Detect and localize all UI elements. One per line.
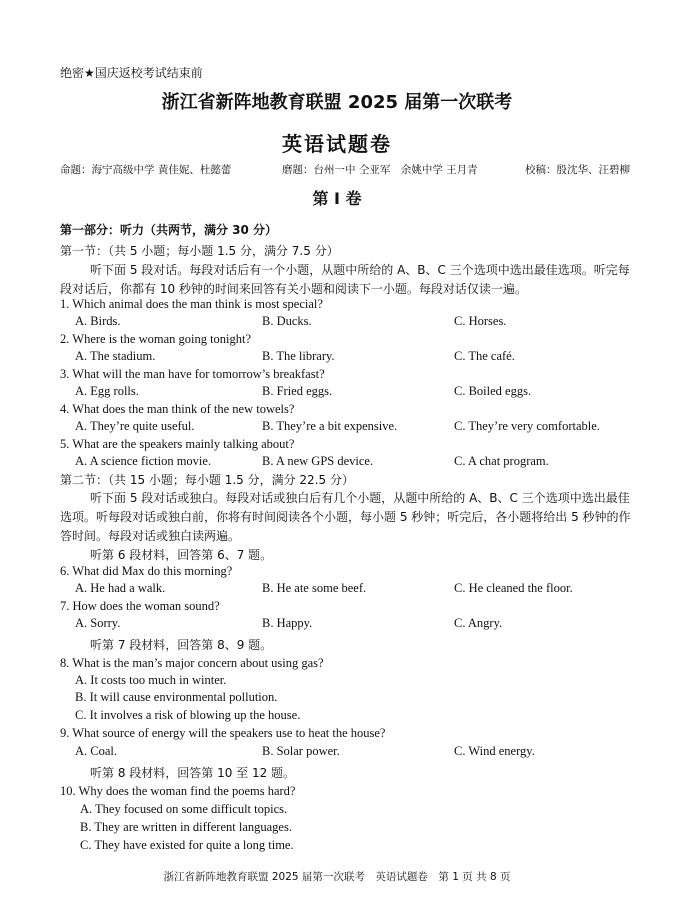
question-5: 5. What are the speakers mainly talking about? [60,437,295,451]
option-7b: B. Happy. [262,616,313,630]
option-8a: A. It costs too much in winter. [75,673,227,687]
option-8b: B. It will cause environmental pollution. [75,690,278,704]
credits-polish: 磨题：台州一中 仝亚军 余姚中学 王月青 [282,164,478,176]
option-10c: C. They have existed for quite a long time. [80,838,294,852]
question-3: 3. What will the man have for tomorrow’s breakfast? [60,367,325,381]
section1-title: 第一节：（共 5 小题；每小题 1.5 分，满分 7.5 分） [60,244,339,258]
option-9c: C. Wind energy. [454,744,535,758]
credits-review: 校稿：殷沈华、汪碧柳 [525,164,630,176]
option-6a: A. He had a walk. [75,581,166,595]
question-1: 1. Which animal does the man think is most special? [60,297,323,311]
section2-title: 第二节：（共 15 小题；每小题 1.5 分，满分 22.5 分） [60,473,354,487]
question-4: 4. What does the man think of the new towels? [60,402,295,416]
option-1c: C. Horses. [454,314,507,328]
paper-subtitle: 英语试题卷 [282,132,392,156]
confidential-notice: 绝密★国庆返校考试结束前 [60,66,203,80]
option-8c: C. It involves a risk of blowing up the house. [75,708,301,722]
option-5b: B. A new GPS device. [262,454,374,468]
option-6b: B. He ate some beef. [262,581,367,595]
option-4a: A. They’re quite useful. [75,419,195,433]
option-6c: C. He cleaned the floor. [454,581,573,595]
option-1a: A. Birds. [75,314,121,328]
section1-instructions: 听下面 5 段对话。每段对话后有一个小题，从题中所给的 A、B、C 三个选项中选出最佳选项。听完每段对话后，你都有 10 秒钟的时间来回答有关小题和阅读下一小题。每段对话仅读一遍。 [60,263,630,296]
option-5a: A. A science fiction movie. [75,454,212,468]
section2-instructions: 听下面 5 段对话或独白。每段对话或独白后有几个小题，从题中所给的 A、B、C 三个选项中选出最佳选项。听每段对话或独白前，你将有时间阅读各个小题，每小题 5 秒钟；听完后，各小题将给出 5 秒钟的作答时间。每段对话或独白读两遍。 [60,491,631,543]
option-4b: B. They’re a bit expensive. [262,419,398,433]
credits-proposition: 命题：海宁高级中学 黄佳妮、杜懿蕾 [60,164,232,176]
option-2c: C. The café. [454,349,515,363]
question-10: 10. Why does the woman find the poems hard? [60,784,296,798]
option-1b: B. Ducks. [262,314,312,328]
question-7: 7. How does the woman sound? [60,599,220,613]
option-3c: C. Boiled eggs. [454,384,532,398]
part1-title: 第一部分：听力（共两节，满分 30 分） [60,223,278,237]
volume-heading: 第 I 卷 [312,189,362,208]
option-3a: A. Egg rolls. [75,384,139,398]
material-6-note: 听第 6 段材料，回答第 6、7 题。 [90,548,273,562]
option-2a: A. The stadium. [75,349,156,363]
option-7a: A. Sorry. [75,616,121,630]
page-footer: 浙江省新阵地教育联盟 2025 届第一次联考 英语试题卷 第 1 页 共 8 页 [163,871,511,883]
option-10b: B. They are written in different languages. [80,820,292,834]
option-5c: C. A chat program. [454,454,549,468]
question-8: 8. What is the man’s major concern about using gas? [60,656,324,670]
option-9a: A. Coal. [75,744,118,758]
question-9: 9. What source of energy will the speakers use to heat the house? [60,726,386,740]
material-8-note: 听第 8 段材料，回答第 10 至 12 题。 [90,766,296,780]
option-2b: B. The library. [262,349,335,363]
option-10a: A. They focused on some difficult topics. [80,802,288,816]
question-2: 2. Where is the woman going tonight? [60,332,252,346]
option-3b: B. Fried eggs. [262,384,333,398]
option-7c: C. Angry. [454,616,503,630]
material-7-note: 听第 7 段材料，回答第 8、9 题。 [90,638,273,652]
exam-title: 浙江省新阵地教育联盟 2025 届第一次联考 [161,92,513,113]
option-4c: C. They’re very comfortable. [454,419,600,433]
question-6: 6. What did Max do this morning? [60,564,233,578]
option-9b: B. Solar power. [262,744,340,758]
